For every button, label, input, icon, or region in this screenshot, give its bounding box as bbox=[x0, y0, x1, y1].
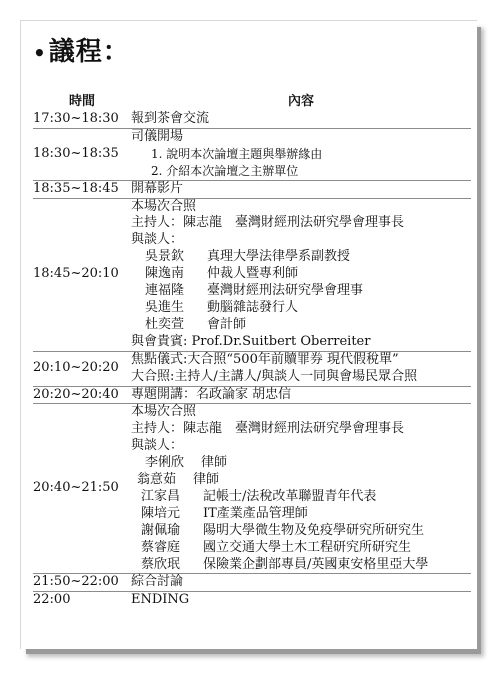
panelist-role: 保險業企劃部專員/英國東安格里亞大學 bbox=[203, 556, 429, 572]
panelist bbox=[131, 266, 471, 283]
panelist-name: 陳逸南 bbox=[145, 266, 185, 282]
panelist bbox=[131, 249, 471, 266]
panelist-role: 記帳士/法稅改革聯盟青年代表 bbox=[203, 488, 377, 504]
panelist-role: IT產業產品管理師 bbox=[203, 505, 308, 521]
panelist-name: 李俐欣 bbox=[145, 455, 185, 471]
panelist-name: 蔡睿庭 bbox=[141, 539, 181, 555]
agenda-row bbox=[33, 180, 471, 198]
agenda-card bbox=[20, 20, 477, 649]
content-line: 本場次合照 bbox=[131, 198, 197, 214]
panelist-name: 連福隆 bbox=[145, 283, 185, 299]
agenda-row bbox=[33, 128, 471, 180]
content-cell bbox=[131, 198, 471, 351]
panelist-role: 臺灣財經刑法研究學會理事 bbox=[207, 283, 364, 299]
content-line: ENDING bbox=[131, 592, 190, 608]
time-cell: 18:35~18:45 bbox=[33, 180, 131, 198]
panelist-name: 蔡欣珉 bbox=[141, 556, 181, 572]
panelist-role: 陽明大學微生物及免疫學研究所研究生 bbox=[203, 522, 425, 538]
panelist bbox=[131, 523, 471, 540]
agenda-row bbox=[33, 198, 471, 351]
panelist bbox=[131, 472, 471, 489]
panelist bbox=[131, 557, 471, 574]
time-cell: 18:30~18:35 bbox=[33, 128, 131, 180]
content-line: 報到茶會交流 bbox=[131, 111, 210, 126]
agenda-row bbox=[33, 351, 471, 386]
agenda-heading bbox=[33, 37, 130, 68]
time-cell: 21:50~22:00 bbox=[33, 574, 131, 592]
content-line: 本場次合照 bbox=[131, 404, 197, 420]
content-line: 專題開講：名政論家 胡忠信 bbox=[131, 386, 292, 402]
panelist bbox=[131, 317, 471, 334]
content-column-header: 內容 bbox=[287, 93, 314, 109]
panelist bbox=[131, 540, 471, 557]
panelist-role: 律師 bbox=[201, 455, 228, 471]
agenda-row bbox=[33, 111, 471, 128]
time-cell: 18:45~20:10 bbox=[33, 198, 131, 351]
content-subitem: 1. 說明本次論壇主題與舉辦緣由 bbox=[151, 146, 323, 161]
panelist bbox=[131, 455, 471, 472]
panelist-role: 仲裁人暨專利師 bbox=[207, 266, 299, 282]
bullet-icon: • bbox=[33, 41, 47, 65]
agenda-table bbox=[33, 89, 471, 609]
agenda-row bbox=[33, 574, 471, 592]
panelist bbox=[131, 489, 471, 506]
content-line: 司儀開場 bbox=[131, 128, 184, 144]
panelist-role: 律師 bbox=[193, 472, 220, 488]
content-cell bbox=[131, 128, 471, 180]
panelist-role: 真理大學法律學系副教授 bbox=[207, 249, 351, 265]
panelist-role: 國立交通大學土木工程研究所研究生 bbox=[203, 539, 412, 555]
time-cell: 20:10~20:20 bbox=[33, 351, 131, 386]
content-cell bbox=[131, 592, 471, 609]
panelist-name: 杜奕萱 bbox=[145, 316, 185, 332]
panelist-role: 動腦雜誌發行人 bbox=[207, 299, 299, 315]
time-cell: 17:30~18:30 bbox=[33, 111, 119, 126]
content-cell bbox=[131, 574, 471, 592]
agenda-title: 議程： bbox=[48, 37, 130, 67]
guest-line: 與會貴賓: Prof.Dr.Suitbert Oberreiter bbox=[131, 333, 371, 349]
time-column-header: 時間 bbox=[68, 93, 95, 109]
panelist-role: 會計師 bbox=[207, 316, 247, 332]
content-cell bbox=[131, 111, 471, 128]
panelist-name: 翁意茹 bbox=[137, 472, 177, 488]
content-line: 大合照:主持人/主講人/與談人一同與會場民眾合照 bbox=[131, 368, 418, 384]
time-cell: 20:20~20:40 bbox=[33, 386, 131, 404]
content-cell bbox=[131, 351, 471, 386]
panelist-name: 陳培元 bbox=[141, 505, 181, 521]
content-line: 焦點儀式:大合照“500年前贖罪券 現代假稅單” bbox=[131, 351, 399, 367]
panelist-name: 江家昌 bbox=[141, 488, 181, 504]
agenda-row bbox=[33, 592, 471, 609]
content-line: 綜合討論 bbox=[131, 574, 184, 590]
panelist bbox=[131, 506, 471, 523]
panelist bbox=[131, 300, 471, 317]
moderator-line: 主持人：陳志龍 臺灣財經刑法研究學會理事長 bbox=[131, 215, 405, 231]
panelists-label: 與談人： bbox=[131, 438, 184, 454]
panelist bbox=[131, 283, 471, 300]
panelists-label: 與談人： bbox=[131, 232, 184, 248]
agenda-row bbox=[33, 404, 471, 574]
time-cell: 20:40~21:50 bbox=[33, 404, 131, 574]
panelist-name: 吳進生 bbox=[145, 299, 185, 315]
agenda-row bbox=[33, 386, 471, 404]
content-line: 開幕影片 bbox=[131, 180, 184, 196]
content-subitem: 2. 介紹本次論壇之主辦單位 bbox=[151, 163, 299, 178]
moderator-line: 主持人：陳志龍 臺灣財經刑法研究學會理事長 bbox=[131, 421, 405, 437]
content-cell bbox=[131, 386, 471, 404]
content-cell bbox=[131, 180, 471, 198]
content-cell bbox=[131, 404, 471, 574]
panelist-name: 吳景欽 bbox=[145, 249, 185, 265]
time-cell: 22:00 bbox=[33, 592, 131, 609]
panelist-name: 謝佩瑜 bbox=[141, 522, 181, 538]
